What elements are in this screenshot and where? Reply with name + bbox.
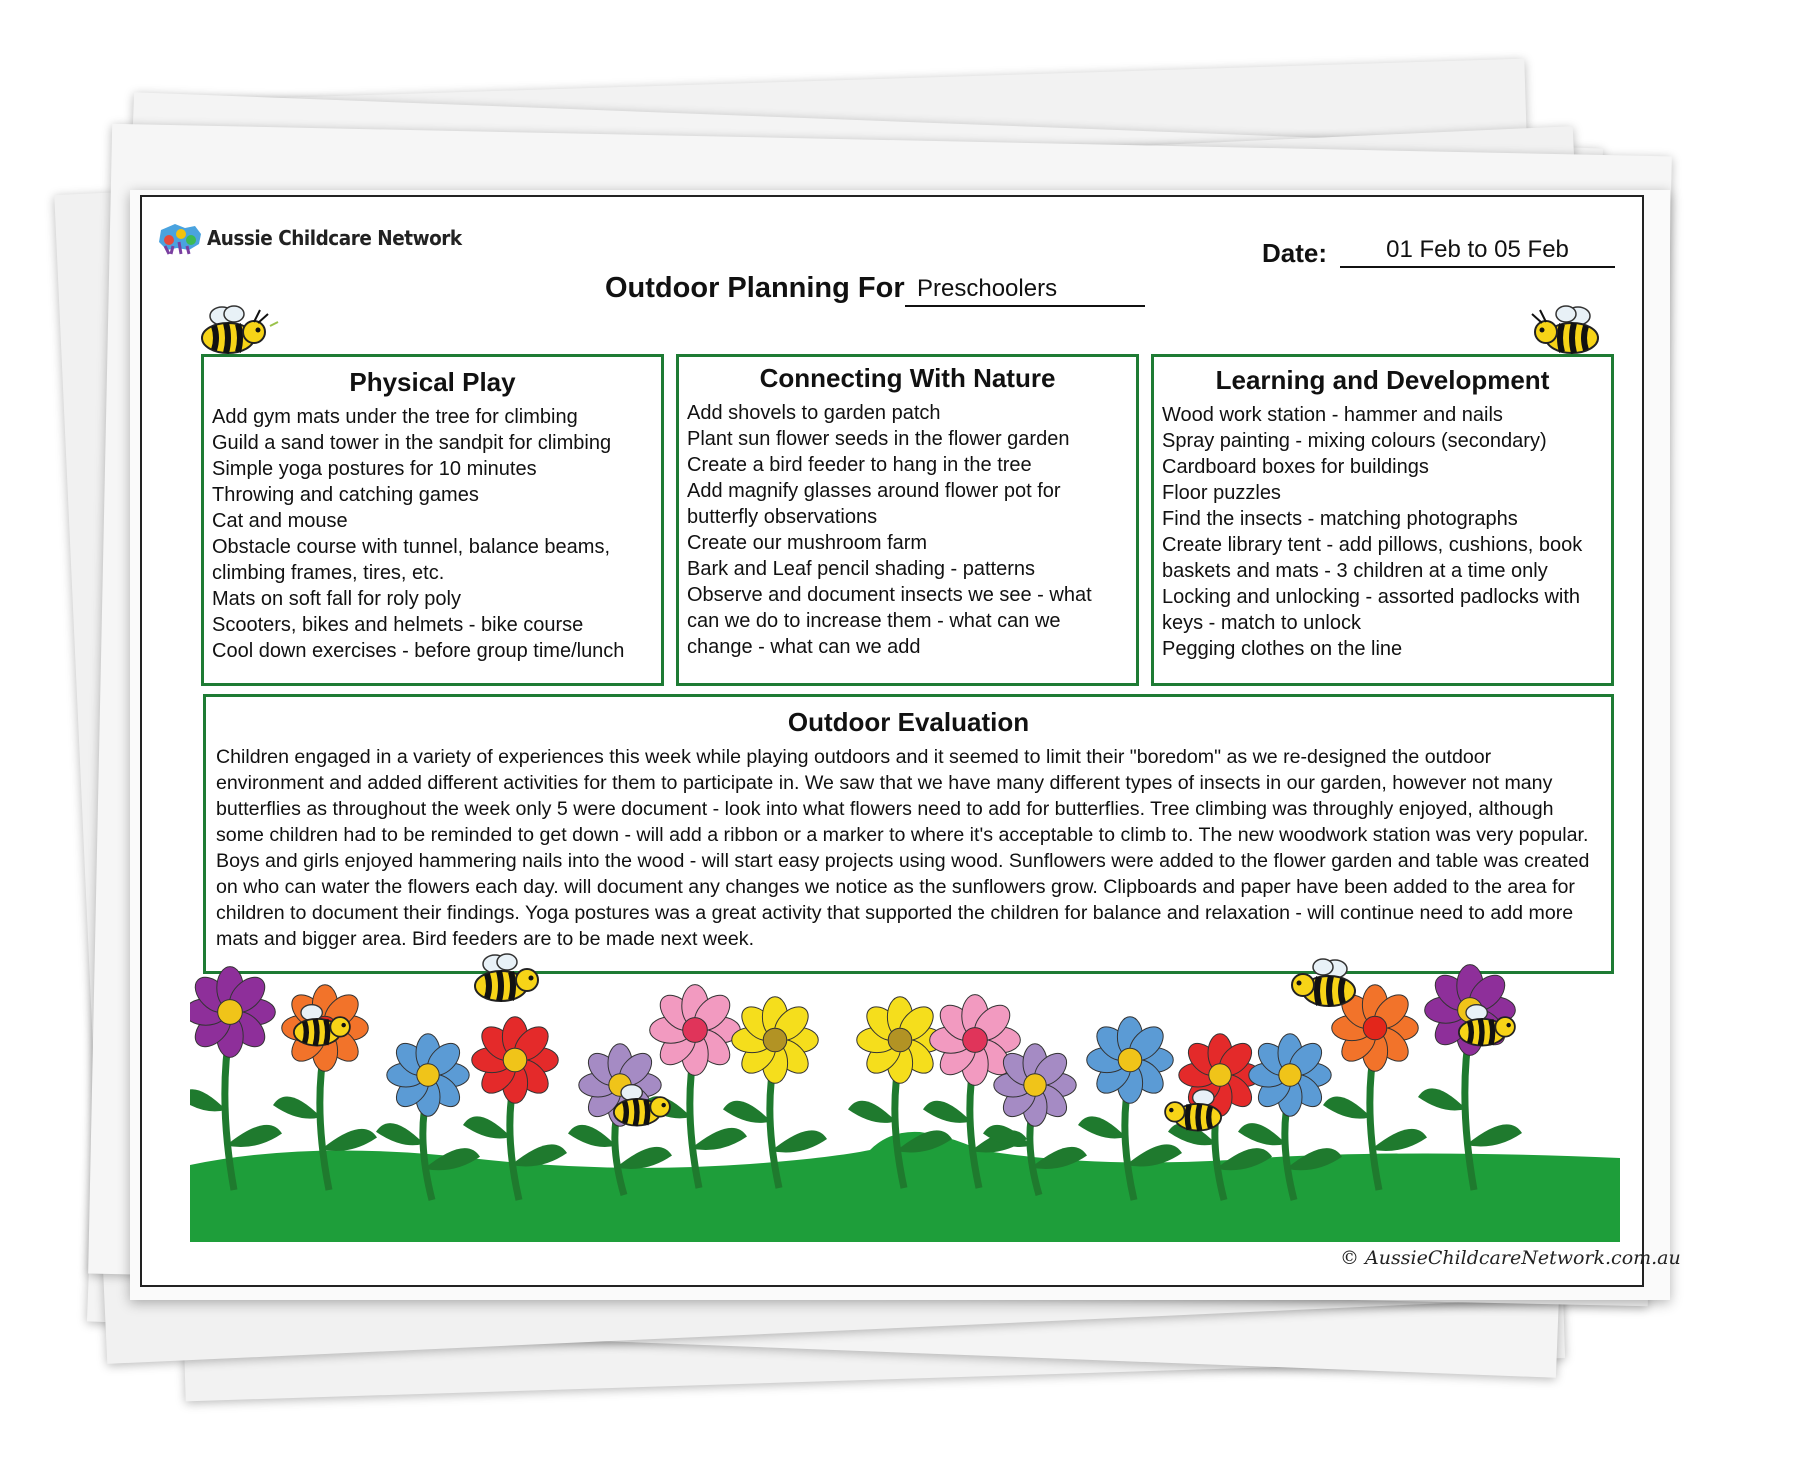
list-item: Wood work station - hammer and nails — [1162, 404, 1503, 426]
list-item: Cool down exercises - before group time/lunch — [212, 640, 625, 662]
bee-icon — [285, 1000, 365, 1052]
outdoor-evaluation-box — [203, 694, 1614, 974]
flower-garden-illustration — [190, 960, 1620, 1242]
physical-play-box — [201, 354, 664, 686]
list-item: Spray painting - mixing colours (secondary) — [1162, 430, 1547, 452]
outdoor-evaluation-heading: Outdoor Evaluation — [787, 707, 1030, 737]
learning-and-development-box — [1151, 354, 1614, 686]
list-item: Create our mushroom farm — [687, 532, 928, 554]
page-title: Outdoor Planning For — [605, 272, 905, 304]
date-label: Date: — [1262, 238, 1328, 268]
list-item: Create a bird feeder to hang in the tree — [687, 454, 1032, 476]
list-item: Pegging clothes on the line — [1162, 638, 1403, 660]
bee-icon — [605, 1080, 685, 1132]
list-item: butterfly observations — [687, 506, 878, 528]
list-item: Guild a sand tower in the sandpit for climbing — [212, 432, 612, 454]
list-item: Simple yoga postures for 10 minutes — [212, 458, 537, 480]
list-item: can we do to increase them - what can we — [687, 610, 1061, 632]
connecting-with-nature-heading: Connecting With Nature — [759, 363, 1056, 393]
outdoor-evaluation-text: Children engaged in a variety of experiences this week while playing outdoors and it seemed to limit their "boredom" as we re-designed the outdoor environment and added different activities for them to participate in. We saw that we have many different types of insects in our garden, however not many butterflies as throughout the week only 5 were document - look into what flowers need to add for butterflies. Tree climbing was throughly enjoyed, although some children had to be reminded to get down - will add a ribbon or a marker to where it's acceptable to climb to. The new woodwork station was very popular. Boys and girls enjoyed hammering nails into the wood - will start easy projects using wood. Sunflowers were added to the flower garden and table was created on who can water the flowers each day. will document any changes we notice as the sunflowers grow. Clipboards and paper have been added to the area for children to document their findings. Yoga postures was a great activity that supported the children for balance and relaxation - will continue need to add more mats and bigger area. Bird feeders are to be made next week. — [216, 746, 1590, 950]
list-item: Floor puzzles — [1162, 482, 1281, 504]
logo-text: Aussie Childcare Network — [207, 226, 462, 250]
copyright-text: © AussieChildcareNetwork.com.au — [1340, 1247, 1681, 1269]
list-item: Obstacle course with tunnel, balance beams, — [212, 536, 610, 558]
bee-icon — [465, 950, 555, 1008]
list-item: Add shovels to garden patch — [687, 402, 941, 424]
list-item: Mats on soft fall for roly poly — [212, 588, 461, 610]
list-item: Observe and document insects we see - what — [687, 584, 1092, 606]
bee-icon — [1518, 302, 1608, 360]
list-item: climbing frames, tires, etc. — [212, 562, 445, 584]
logo-icon — [155, 220, 207, 256]
list-item: Cardboard boxes for buildings — [1162, 456, 1429, 478]
bee-icon — [1450, 1000, 1530, 1052]
list-item: Cat and mouse — [212, 510, 348, 532]
list-item: baskets and mats - 3 children at a time only — [1162, 560, 1548, 582]
learning-and-development-heading: Learning and Development — [1215, 365, 1550, 395]
list-item: Plant sun flower seeds in the flower garden — [687, 428, 1070, 450]
bee-icon — [1150, 1085, 1230, 1137]
list-item: Add gym mats under the tree for climbing — [212, 406, 578, 428]
physical-play-heading: Physical Play — [349, 367, 516, 397]
list-item: Throwing and catching games — [212, 484, 479, 506]
learning-and-development-list — [1154, 402, 1611, 662]
logo — [155, 218, 484, 258]
bee-icon — [1275, 955, 1365, 1013]
connecting-with-nature-list — [679, 400, 1136, 660]
list-item: Bark and Leaf pencil shading - patterns — [687, 558, 1035, 580]
list-item: Scooters, bikes and helmets - bike course — [212, 614, 584, 636]
bee-icon — [192, 302, 282, 360]
list-item: change - what can we add — [687, 636, 921, 658]
physical-play-list — [204, 404, 661, 664]
list-item: Locking and unlocking - assorted padlocks with — [1162, 586, 1581, 608]
list-item: Add magnify glasses around flower pot for — [687, 480, 1061, 502]
group-field: Preschoolers — [905, 275, 1145, 307]
connecting-with-nature-box — [676, 354, 1139, 686]
list-item: keys - match to unlock — [1162, 612, 1361, 634]
list-item: Find the insects - matching photographs — [1162, 508, 1518, 530]
date-field: 01 Feb to 05 Feb — [1340, 236, 1615, 268]
list-item: Create library tent - add pillows, cushions, book — [1162, 534, 1583, 556]
